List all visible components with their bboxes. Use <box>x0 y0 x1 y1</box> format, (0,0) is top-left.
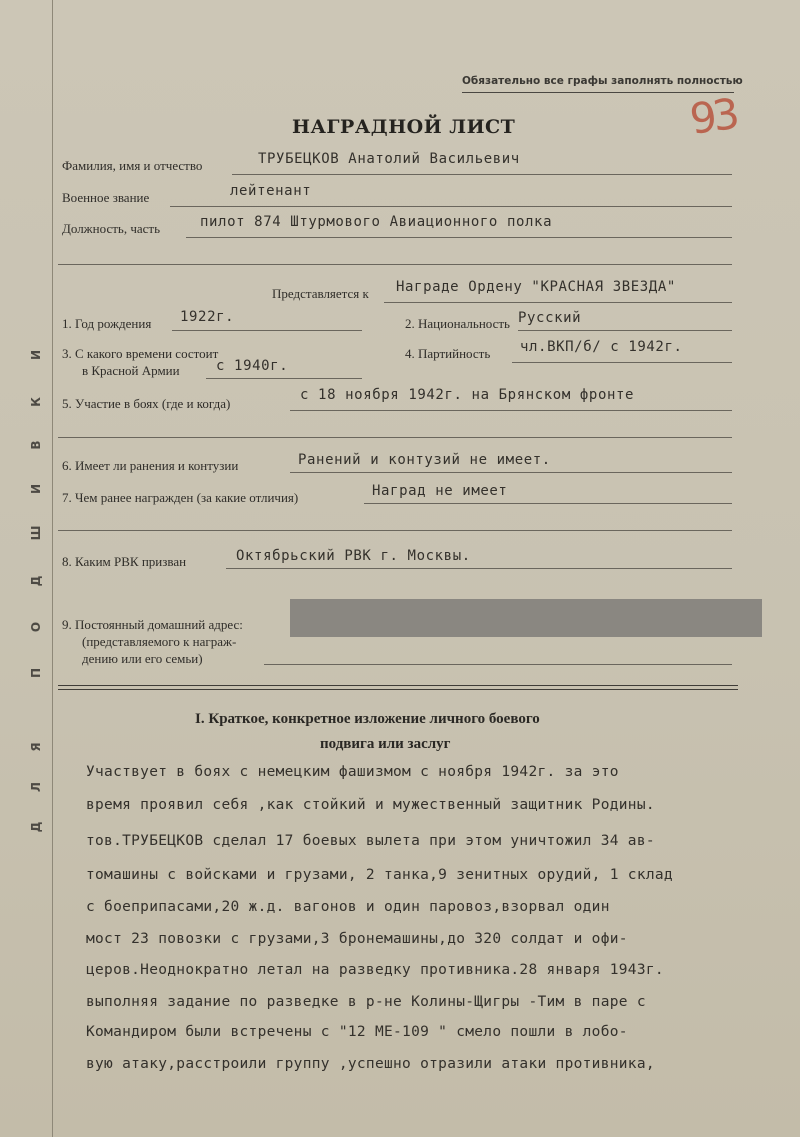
party-value: чл.ВКП/б/ с 1942г. <box>520 339 683 355</box>
battles-value: с 18 ноября 1942г. на Брянском фронте <box>300 387 635 403</box>
side-letter: Я <box>29 742 43 752</box>
nominated-value: Награде Ордену "КРАСНАЯ ЗВЕЗДА" <box>396 279 676 295</box>
narrative-line: Участвует в боях с немецким фашизмом с ноября 1942г. за это <box>86 764 619 780</box>
rank-rule <box>170 206 732 207</box>
address-rule <box>264 664 732 665</box>
party-rule <box>512 362 732 363</box>
side-letter: Д <box>29 575 43 587</box>
side-letter: И <box>29 349 43 361</box>
section-title-2: подвига или заслуг <box>320 736 451 752</box>
position-value: пилот 874 Штурмового Авиационного полка <box>200 214 553 230</box>
rvk-value: Октябрьский РВК г. Москвы. <box>236 548 471 564</box>
nominated-rule <box>384 302 732 303</box>
nominated-label: Представляется к <box>272 286 369 301</box>
narrative-line: мост 23 повозки с грузами,3 бронемашины,до 320 солдат и офи- <box>86 931 628 947</box>
side-letter: О <box>29 621 43 633</box>
army-since-label: 3. С какого времени состоит <box>62 346 219 361</box>
nationality-rule <box>518 330 732 331</box>
battles-rule <box>290 410 732 411</box>
address-redaction <box>290 599 762 637</box>
wounds-rule <box>290 472 732 473</box>
prev-awards-rule-2 <box>58 530 732 531</box>
side-letter: Д <box>29 821 43 833</box>
party-label: 4. Партийность <box>405 346 491 361</box>
margin-line <box>52 0 53 1137</box>
instruction-underline <box>462 92 734 93</box>
position-label: Должность, часть <box>62 221 161 236</box>
rank-label: Военное звание <box>62 190 150 205</box>
address-label-3: дению или его семьи) <box>82 651 203 666</box>
side-letter: Л <box>29 782 43 792</box>
rvk-rule <box>226 568 732 569</box>
rank-value: лейтенант <box>230 183 312 199</box>
side-letter: К <box>29 397 43 407</box>
wounds-value: Ранений и контузий не имеет. <box>298 452 551 468</box>
side-letter: П <box>29 667 43 679</box>
side-letter: В <box>29 440 43 450</box>
birth-year-rule <box>172 330 362 331</box>
birth-year-label: 1. Год рождения <box>62 316 152 331</box>
wounds-label: 6. Имеет ли ранения и контузии <box>62 458 239 473</box>
narrative-line: Командиром были встречены с "12 МЕ-109 " смело пошли в лобо- <box>86 1024 628 1040</box>
position-rule <box>186 237 732 238</box>
name-value: ТРУБЕЦКОВ Анатолий Васильевич <box>258 151 520 167</box>
narrative-line: томашины с войсками и грузами, 2 танка,9 зенитных орудий, 1 склад <box>86 867 673 883</box>
prev-awards-value: Наград не имеет <box>372 483 508 499</box>
army-since-rule <box>206 378 362 379</box>
section-divider-bottom <box>58 689 738 690</box>
narrative-line: церов.Неоднократно летал на разведку противника.28 января 1943г. <box>86 962 664 978</box>
archive-stamp: 93 <box>686 89 739 144</box>
side-letter: И <box>29 483 43 495</box>
prev-awards-rule <box>364 503 732 504</box>
birth-year-value: 1922г. <box>180 309 235 325</box>
army-since-label-2: в Красной Армии <box>82 363 180 378</box>
section-title: I. Краткое, конкретное изложение личного боевого <box>195 711 540 727</box>
battles-label: 5. Участие в боях (где и когда) <box>62 396 231 411</box>
battles-rule-2 <box>58 437 732 438</box>
narrative-line: вую атаку,расстроили группу ,успешно отразили атаки противника, <box>86 1056 655 1072</box>
address-label-2: (представляемого к награж- <box>82 634 237 649</box>
rvk-label: 8. Каким РВК призван <box>62 554 187 569</box>
narrative-line: тов.ТРУБЕЦКОВ сделал 17 боевых вылета при этом уничтожил 34 ав- <box>86 833 655 849</box>
section-divider-top <box>58 685 738 686</box>
instruction-note: Обязательно все графы заполнять полностью <box>462 75 743 87</box>
narrative-line: время проявил себя ,как стойкий и мужественный защитник Родины. <box>86 797 655 813</box>
army-since-value: с 1940г. <box>216 358 289 374</box>
nationality-value: Русский <box>518 310 582 326</box>
name-label: Фамилия, имя и отчество <box>62 158 203 173</box>
extra-rule <box>58 264 732 265</box>
side-letter: Ш <box>29 525 43 541</box>
name-rule <box>232 174 732 175</box>
nationality-label: 2. Национальность <box>405 316 510 331</box>
address-label: 9. Постоянный домашний адрес: <box>62 617 243 632</box>
narrative-line: с боеприпасами,20 ж.д. вагонов и один паровоз,взорвал один <box>86 899 610 915</box>
document-title: НАГРАДНОЙ ЛИСТ <box>292 116 516 138</box>
narrative-line: выполняя задание по разведке в р-не Колины-Щигры -Тим в паре с <box>86 994 646 1010</box>
prev-awards-label: 7. Чем ранее награжден (за какие отличия) <box>62 490 299 505</box>
